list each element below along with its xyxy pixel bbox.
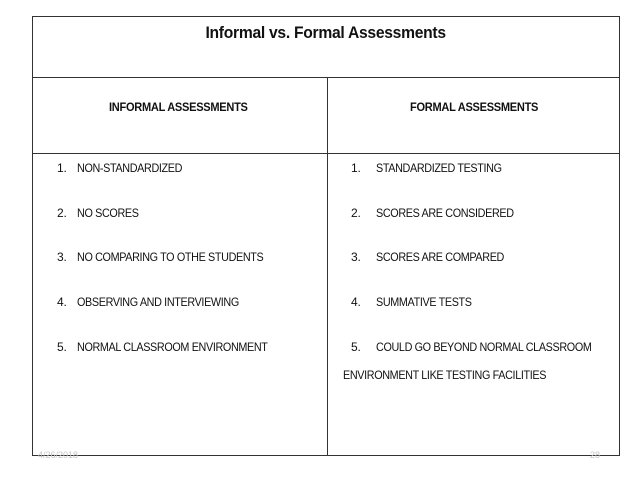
- footer-date: 4/26/2018: [38, 450, 79, 460]
- item-number: 2.: [57, 205, 67, 220]
- list-item: [328, 199, 619, 244]
- item-number: 5.: [57, 339, 67, 354]
- title-row: [33, 17, 619, 78]
- list-item: [33, 288, 327, 333]
- informal-header: INFORMAL ASSESSMENTS: [109, 100, 248, 114]
- comparison-table: [32, 16, 620, 456]
- list-item: [33, 243, 327, 288]
- item-text: NO COMPARING TO OTHE STUDENTS: [77, 250, 264, 265]
- list-item: [33, 199, 327, 244]
- item-number: 2.: [351, 205, 361, 220]
- page-number: 28: [589, 450, 600, 460]
- item-text: SCORES ARE CONSIDERED: [376, 205, 514, 220]
- item-number: 3.: [57, 250, 67, 265]
- item-number: 3.: [351, 250, 361, 265]
- item-text: STANDARDIZED TESTING: [376, 161, 502, 175]
- item-text: OBSERVING AND INTERVIEWING: [77, 295, 239, 310]
- list-item: [33, 333, 327, 378]
- item-number: 1.: [57, 161, 67, 175]
- list-item: [328, 154, 619, 199]
- header-row: [33, 78, 619, 154]
- item-text: NON-STANDARDIZED: [77, 161, 183, 175]
- formal-header: FORMAL ASSESSMENTS: [410, 100, 539, 114]
- item-number: 4.: [351, 295, 361, 310]
- item-number: 1.: [351, 161, 361, 175]
- item-text: NORMAL CLASSROOM ENVIRONMENT: [77, 339, 268, 354]
- list-item: [328, 288, 619, 333]
- item-text: COULD GO BEYOND NORMAL CLASSROOM: [376, 339, 592, 354]
- list-item: [33, 154, 327, 199]
- item-continuation: ENVIRONMENT LIKE TESTING FACILITIES: [343, 368, 547, 382]
- item-number: 5.: [351, 339, 361, 354]
- item-text: SCORES ARE COMPARED: [376, 250, 504, 265]
- slide-title: Informal vs. Formal Assessments: [205, 23, 447, 42]
- list-item: [328, 243, 619, 288]
- informal-list: [33, 154, 327, 377]
- item-number: 4.: [57, 295, 67, 310]
- item-text: SUMMATIVE TESTS: [376, 295, 472, 310]
- formal-list: [328, 154, 619, 377]
- item-text: NO SCORES: [77, 205, 139, 220]
